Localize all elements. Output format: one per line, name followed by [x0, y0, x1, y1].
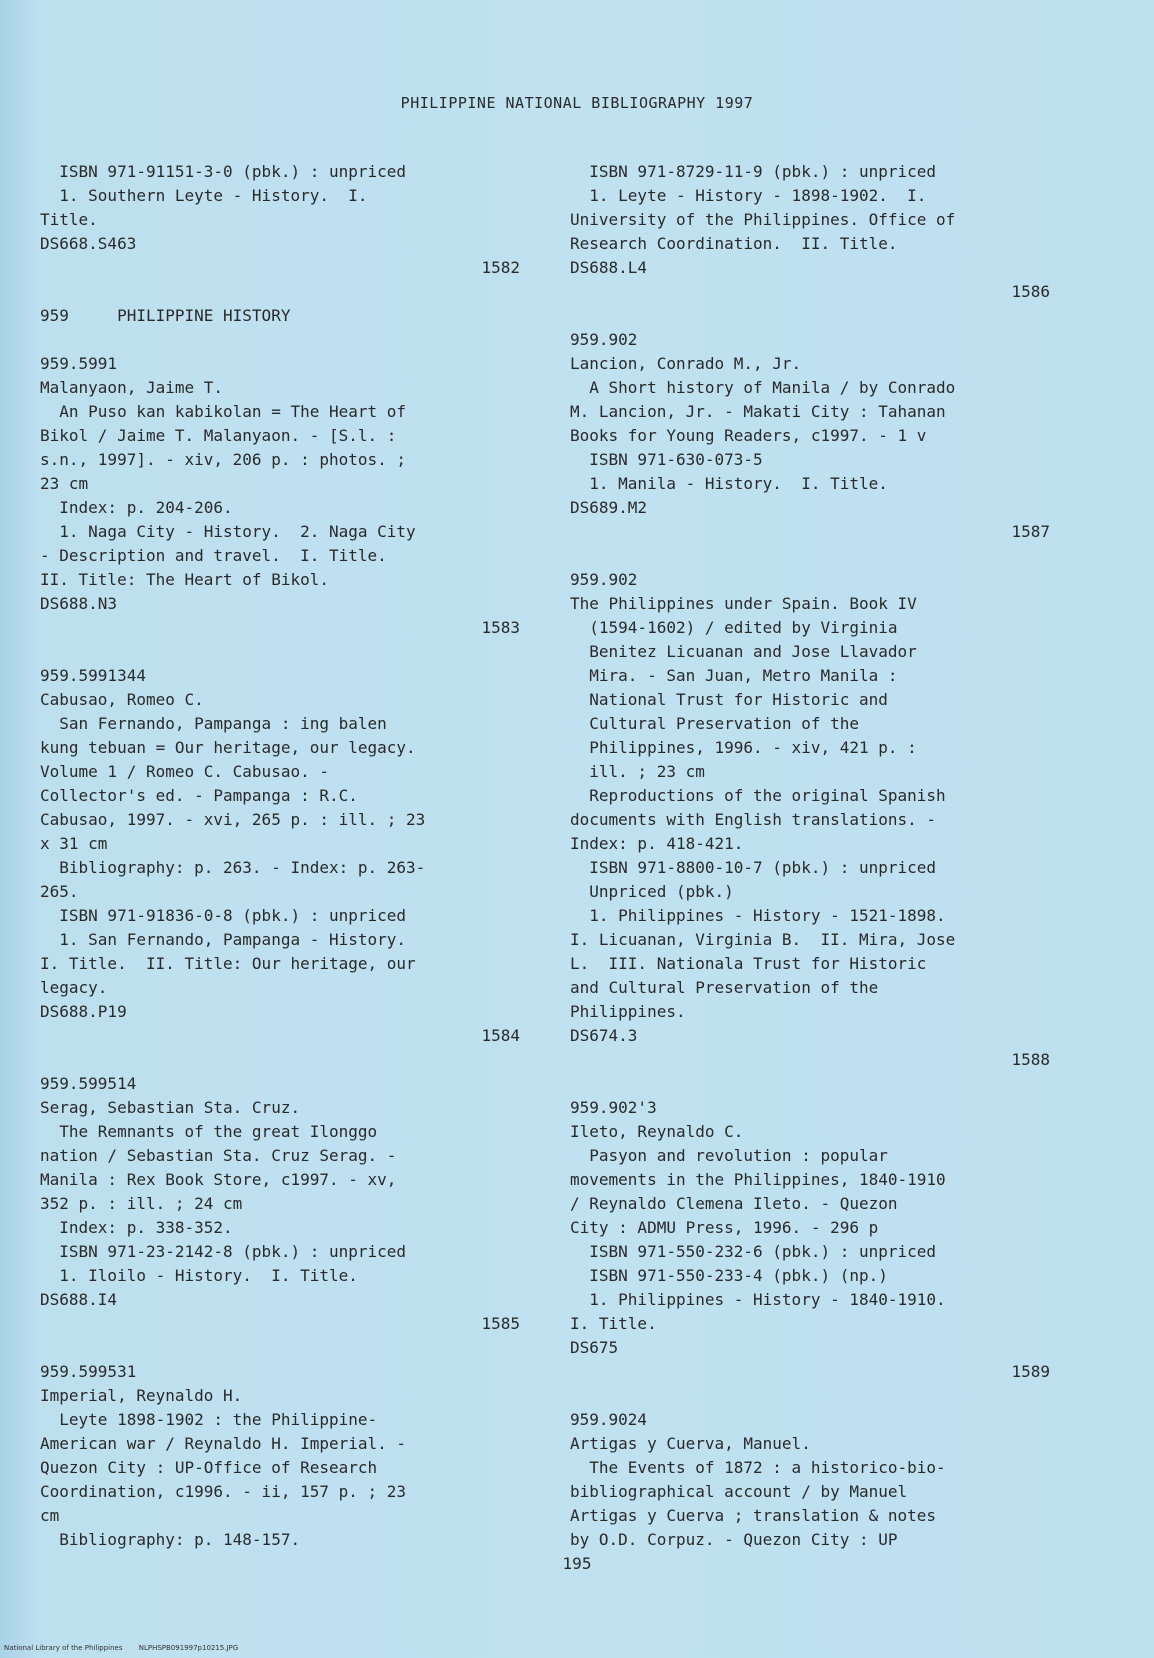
- entry-line: Mira. - San Juan, Metro Manila :: [570, 666, 898, 685]
- entry-line: American war / Reynaldo H. Imperial. -: [40, 1434, 407, 1453]
- entry-line: 959.902: [570, 330, 638, 349]
- entry-line: The Philippines under Spain. Book IV: [570, 594, 917, 613]
- entry-line: Leyte 1898-1902 : the Philippine-: [40, 1410, 378, 1429]
- entry-line: / Reynaldo Clemena Ileto. - Quezon: [570, 1194, 898, 1213]
- entry-line: 1. Philippines - History - 1521-1898.: [570, 906, 946, 925]
- entry-line: ill. ; 23 cm: [570, 762, 705, 781]
- entry-line: 1. Iloilo - History. I. Title.: [40, 1266, 358, 1285]
- entry-line: 352 p. : ill. ; 24 cm: [40, 1194, 243, 1213]
- entry-line: 959.599531: [40, 1362, 137, 1381]
- entry-line: 959.599514: [40, 1074, 137, 1093]
- entry-line: An Puso kan kabikolan = The Heart of: [40, 402, 407, 421]
- spacer: [40, 1048, 520, 1072]
- entry-line: cm: [40, 1506, 60, 1525]
- entry-line: ISBN 971-550-233-4 (pbk.) (np.): [570, 1266, 888, 1285]
- spacer: [40, 640, 520, 664]
- entry-line: University of the Philippines. Office of: [570, 210, 956, 229]
- entry-line: kung tebuan = Our heritage, our legacy.: [40, 738, 416, 757]
- footer-library: National Library of the Philippines: [4, 1644, 123, 1652]
- entry-line: Index: p. 418-421.: [570, 834, 744, 853]
- entry-line: documents with English translations. -: [570, 810, 937, 829]
- entry-line: 1. Southern Leyte - History. I.: [40, 186, 368, 205]
- entry-line: 265.: [40, 882, 79, 901]
- entry-line: Benitez Licuanan and Jose Llavador: [570, 642, 917, 661]
- entry-line: 1. Naga City - History. 2. Naga City: [40, 522, 416, 541]
- entry-line: 959.902'3: [570, 1098, 657, 1117]
- entry-line: Manila : Rex Book Store, c1997. - xv,: [40, 1170, 397, 1189]
- entry-line: DS689.M2: [570, 498, 648, 517]
- entry-line: Cabusao, Romeo C.: [40, 690, 204, 709]
- spacer: [40, 1336, 520, 1360]
- entry-line: ISBN 971-23-2142-8 (pbk.) : unpriced: [40, 1242, 407, 1261]
- entry-line: DS688.N3: [40, 594, 118, 613]
- entry-number: 1587: [1011, 522, 1050, 541]
- entry-line: Ileto, Reynaldo C.: [570, 1122, 744, 1141]
- entry-line: Bikol / Jaime T. Malanyaon. - [S.l. :: [40, 426, 397, 445]
- entry-line: 1. Leyte - History - 1898-1902. I.: [570, 186, 927, 205]
- entry-number: 1586: [1011, 282, 1050, 301]
- entry-line: - Description and travel. I. Title.: [40, 546, 387, 565]
- entry-line: Imperial, Reynaldo H.: [40, 1386, 243, 1405]
- entry-line: National Trust for Historic and: [570, 690, 888, 709]
- entry-line: ISBN 971-8729-11-9 (pbk.) : unpriced: [570, 162, 937, 181]
- entry-line: The Remnants of the great Ilonggo: [40, 1122, 378, 1141]
- entry-line: 1. San Fernando, Pampanga - History.: [40, 930, 407, 949]
- entry-line: DS668.S463: [40, 234, 137, 253]
- spacer: [570, 1384, 1050, 1408]
- entry-line: The Events of 1872 : a historico-bio-: [570, 1458, 946, 1477]
- entry-line: 1. Manila - History. I. Title.: [570, 474, 888, 493]
- entry-line: Volume 1 / Romeo C. Cabusao. -: [40, 762, 329, 781]
- entry-line: Lancion, Conrado M., Jr.: [570, 354, 802, 373]
- entry-line: s.n., 1997]. - xiv, 206 p. : photos. ;: [40, 450, 407, 469]
- entry-line: ISBN 971-91151-3-0 (pbk.) : unpriced: [40, 162, 407, 181]
- entry-line: M. Lancion, Jr. - Makati City : Tahanan: [570, 402, 946, 421]
- entry-line: 959.5991344: [40, 666, 146, 685]
- entry-line: Artigas y Cuerva ; translation & notes: [570, 1506, 937, 1525]
- entry-line: I. Title.: [570, 1314, 657, 1333]
- spacer: [570, 544, 1050, 568]
- entry-number: 1588: [1011, 1050, 1050, 1069]
- entry-line: legacy.: [40, 978, 108, 997]
- entry-line: Research Coordination. II. Title.: [570, 234, 898, 253]
- entry-line: L. III. Nationala Trust for Historic: [570, 954, 927, 973]
- entry-line: ISBN 971-8800-10-7 (pbk.) : unpriced: [570, 858, 937, 877]
- entry-line: 23 cm: [40, 474, 89, 493]
- entry-number: 1583: [481, 618, 520, 637]
- spacer: [40, 328, 520, 352]
- entry-line: by O.D. Corpuz. - Quezon City : UP: [570, 1530, 898, 1549]
- entry-line: Unpriced (pbk.): [570, 882, 734, 901]
- entry-line: Artigas y Cuerva, Manuel.: [570, 1434, 811, 1453]
- entry-line: movements in the Philippines, 1840-1910: [570, 1170, 946, 1189]
- entry-line: Pasyon and revolution : popular: [570, 1146, 888, 1165]
- entry-line: DS688.L4: [570, 258, 648, 277]
- spacer: [40, 280, 520, 304]
- entry-line: Quezon City : UP-Office of Research: [40, 1458, 378, 1477]
- right-column: [570, 160, 1050, 1552]
- page-number: 195: [562, 1554, 592, 1573]
- entry-line: Coordination, c1996. - ii, 157 p. ; 23: [40, 1482, 407, 1501]
- entry-line: ISBN 971-630-073-5: [570, 450, 763, 469]
- entry-line: Index: p. 338-352.: [40, 1218, 233, 1237]
- entry-line: City : ADMU Press, 1996. - 296 p: [570, 1218, 879, 1237]
- entry-line: nation / Sebastian Sta. Cruz Serag. -: [40, 1146, 397, 1165]
- entry-line: 1. Philippines - History - 1840-1910.: [570, 1290, 946, 1309]
- entry-number: 1589: [1011, 1362, 1050, 1381]
- page-header: PHILIPPINE NATIONAL BIBLIOGRAPHY 1997: [400, 94, 754, 112]
- entry-line: Title.: [40, 210, 98, 229]
- entry-line: 959.9024: [570, 1410, 648, 1429]
- entry-line: Malanyaon, Jaime T.: [40, 378, 224, 397]
- entry-line: Books for Young Readers, c1997. - 1 v: [570, 426, 927, 445]
- entry-line: Philippines, 1996. - xiv, 421 p. :: [570, 738, 917, 757]
- entry-line: II. Title: The Heart of Bikol.: [40, 570, 329, 589]
- entry-line: Collector's ed. - Pampanga : R.C.: [40, 786, 358, 805]
- entry-line: Cabusao, 1997. - xvi, 265 p. : ill. ; 23: [40, 810, 426, 829]
- entry-line: Philippines.: [570, 1002, 686, 1021]
- entry-line: Reproductions of the original Spanish: [570, 786, 946, 805]
- entry-number: 1584: [481, 1026, 520, 1045]
- entry-line: I. Title. II. Title: Our heritage, our: [40, 954, 416, 973]
- entry-line: and Cultural Preservation of the: [570, 978, 879, 997]
- entry-line: Bibliography: p. 263. - Index: p. 263-: [40, 858, 426, 877]
- spacer: [570, 1072, 1050, 1096]
- entry-line: DS674.3: [570, 1026, 638, 1045]
- footer-file: NLPHSPB091997p10215.JPG: [138, 1644, 239, 1652]
- entry-line: DS675: [570, 1338, 619, 1357]
- entry-line: DS688.I4: [40, 1290, 118, 1309]
- footer: [4, 1644, 252, 1652]
- entry-line: Bibliography: p. 148-157.: [40, 1530, 301, 1549]
- entry-line: (1594-1602) / edited by Virginia: [570, 618, 898, 637]
- entry-line: bibliographical account / by Manuel: [570, 1482, 908, 1501]
- entry-line: 959.5991: [40, 354, 118, 373]
- entry-line: A Short history of Manila / by Conrado: [570, 378, 956, 397]
- entry-number: 1582: [481, 258, 520, 277]
- spacer: [570, 304, 1050, 328]
- entry-number: 1585: [481, 1314, 520, 1333]
- entry-line: Serag, Sebastian Sta. Cruz.: [40, 1098, 301, 1117]
- entry-line: San Fernando, Pampanga : ing balen: [40, 714, 387, 733]
- entry-line: x 31 cm: [40, 834, 108, 853]
- left-column: [40, 160, 520, 1552]
- entry-line: ISBN 971-91836-0-8 (pbk.) : unpriced: [40, 906, 407, 925]
- entry-line: I. Licuanan, Virginia B. II. Mira, Jose: [570, 930, 956, 949]
- entry-line: Cultural Preservation of the: [570, 714, 859, 733]
- entry-line: Index: p. 204-206.: [40, 498, 233, 517]
- entry-line: 959 PHILIPPINE HISTORY: [40, 306, 291, 325]
- entry-line: 959.902: [570, 570, 638, 589]
- entry-line: ISBN 971-550-232-6 (pbk.) : unpriced: [570, 1242, 937, 1261]
- entry-line: DS688.P19: [40, 1002, 127, 1021]
